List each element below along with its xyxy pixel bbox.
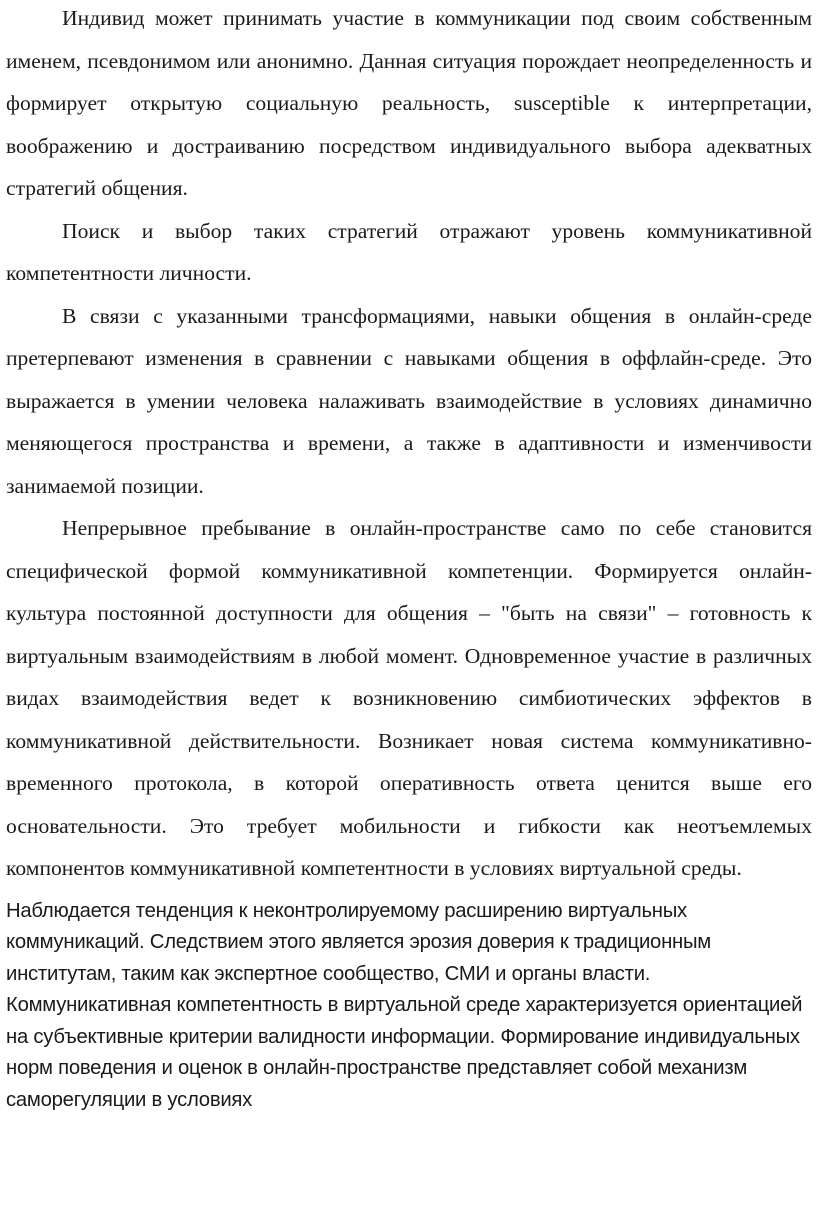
paragraph-3: В связи с указанными трансформациями, навыки общения в онлайн-среде претерпевают изменения в сравнении с навыками общения в оффлайн-среде. Это выражается в умении человека налаживать взаимодействие в условиях динамично меняющегося пространства и времени, а также в адаптивности и изменчивости занимаемой позиции.	[6, 303, 812, 498]
sans-text-block	[6, 896, 812, 1117]
paragraph-5: Наблюдается тенденция к неконтролируемому расширению виртуальных коммуникаций. Следствием этого является эрозия доверия к традиционным институтам, таким как экспертное сообщество, СМИ и органы власти. Коммуникативная компетентность в виртуальной среде характеризуется ориентацией на субъективные критерии валидности информации. Формирование индивидуальных норм поведения и оценок в онлайн-пространстве представляет собой механизм саморегуляции в условиях	[6, 899, 803, 1112]
serif-text-block	[6, 0, 812, 890]
paragraph-1: Индивид может принимать участие в коммуникации под своим собственным именем, псевдонимом или анонимно. Данная ситуация порождает неопределенность и формирует открытую социальную реальность, susceptible к интерпретации, воображению и достраиванию посредством индивидуального выбора адекватных стратегий общения.	[6, 6, 812, 200]
paragraph-2: Поиск и выбор таких стратегий отражают уровень коммуникативной компетентности личности.	[6, 218, 812, 285]
paragraph-4: Непрерывное пребывание в онлайн-пространстве само по себе становится специфической формой коммуникативной компетенции. Формируется онлайн-культура постоянной доступности для общения – "быть на связи" – готовность к виртуальным взаимодействиям в любой момент. Одновременное участие в различных видах взаимодействия ведет к возникновению симбиотических эффектов в коммуникативной действительности. Возникает новая система коммуникативно-временного протокола, в которой оперативность ответа ценится выше его основательности. Это требует мобильности и гибкости как неотъемлемых компонентов коммуникативной компетентности в условиях виртуальной среды.	[6, 516, 812, 880]
